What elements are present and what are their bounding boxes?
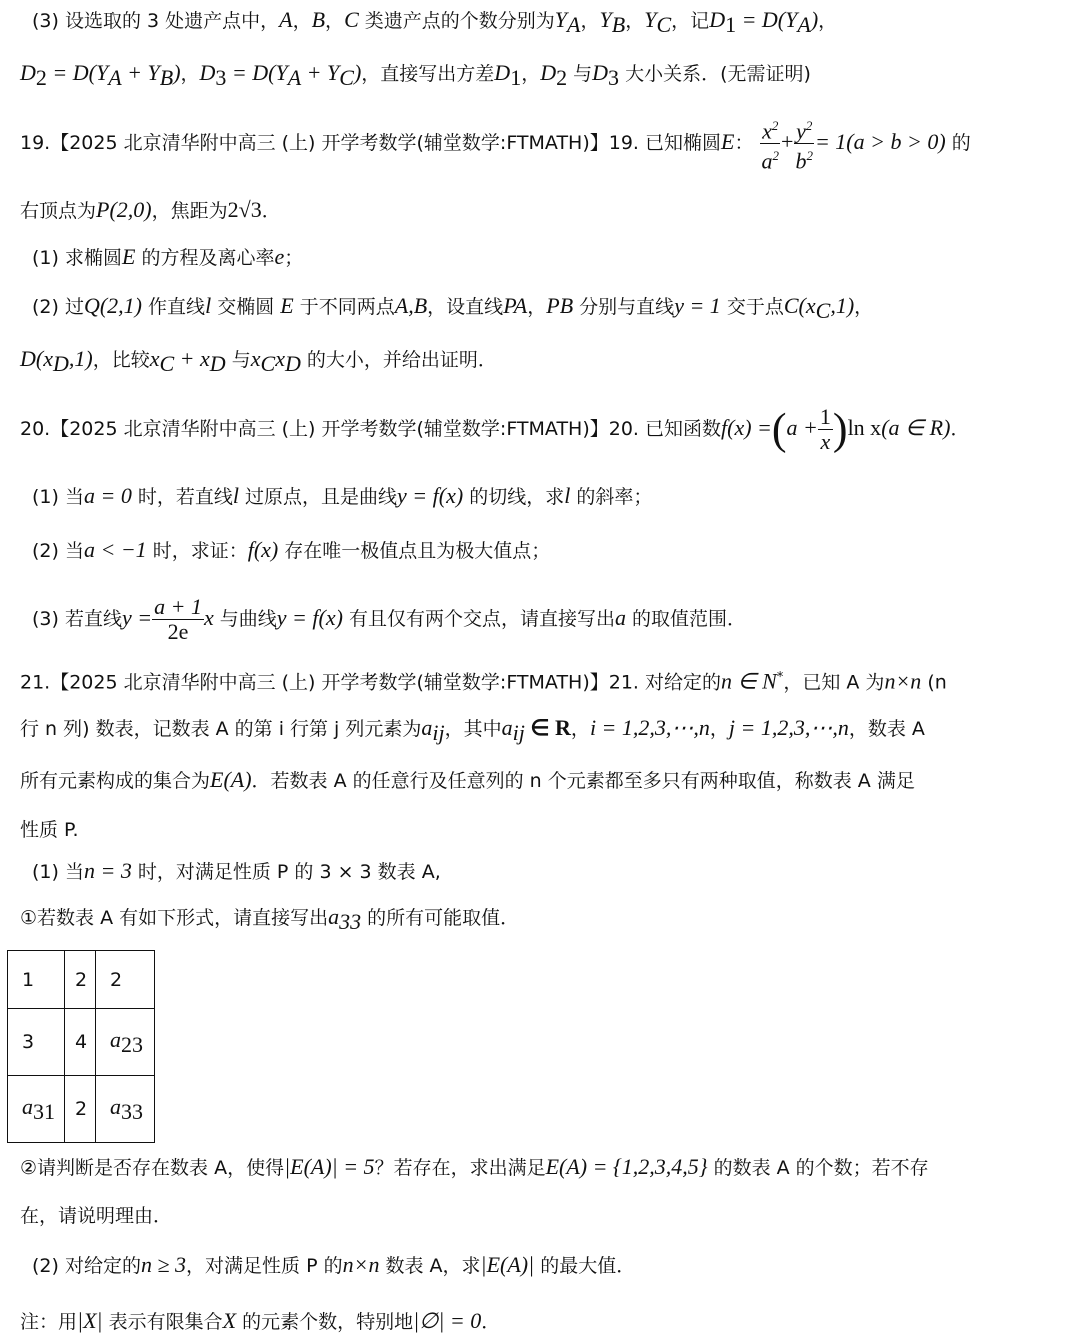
q20-part2: (2) 当a < −1 时，求证：f(x) 存在唯一极值点且为极大值点； xyxy=(32,537,551,562)
q19-frac-y: $\frac{y^2}{b^2}$ xyxy=(793,114,815,174)
table-cell: 2 xyxy=(65,951,96,1009)
table-row xyxy=(8,951,155,1009)
q19-frac-x: $\frac{x^2}{a^2}$ xyxy=(760,114,782,174)
q21-line2: 行 n 列) 数表，记数表 A 的第 i 行第 j 列元素为$a_{ij}$，其中$a_{ij}$ ∈ R，i = 1,2,3,⋯,n，j = 1,2,3,⋯,n，数表 A xyxy=(20,715,925,745)
q21-part1: (1) 当n = 3 时，对满足性质 P 的 3 × 3 数表 A, xyxy=(32,858,441,883)
q20-part3-frac: $\frac{a + 1}{2e}$ xyxy=(154,594,202,644)
q21-line3: 所有元素构成的集合为E(A)．若数表 A 的任意行及任意列的 n 个元素都至多只有两种取值，称数表 A 满足 xyxy=(20,767,915,792)
q21-part1-c2-line2: 在，请说明理由． xyxy=(20,1205,173,1227)
table-cell: 1 xyxy=(8,951,65,1009)
table-row xyxy=(8,1076,155,1143)
table-row xyxy=(8,1009,155,1076)
table-cell-a31: $a_{31}$ xyxy=(8,1076,65,1143)
number-table xyxy=(7,950,155,1143)
table-cell: 3 xyxy=(8,1009,65,1076)
table-cell: 2 xyxy=(96,951,155,1009)
q21-line4: 性质 P. xyxy=(20,819,79,841)
q19-header: 19.【2025 北京清华附中高三 (上) 开学考数学(辅堂数学:FTMATH)】19. 已知椭圆E： $\frac{x^2}{a^2}$ + $\frac{y^2}{b^2}$ = 1(a > b > 0) 的 xyxy=(20,112,971,173)
q21-part1-c2: ②请判断是否存在数表 A，使得|E(A)| = 5？若存在，求出满足E(A) = {1,2,3,4,5} 的数表 A 的个数；若不存 xyxy=(20,1154,929,1179)
table-cell: 2 xyxy=(65,1076,96,1143)
q21-header: 21.【2025 北京清华附中高三 (上) 开学考数学(辅堂数学:FTMATH)】21. 对给定的n ∈ N*，已知 A 为n×n (n xyxy=(20,668,947,694)
q20-part1: (1) 当a = 0 时，若直线l 过原点，且是曲线y = f(x) 的切线，求l 的斜率； xyxy=(32,483,653,508)
q21-part2: (2) 对给定的n ≥ 3，对满足性质 P 的n×n 数表 A，求|E(A)| 的最大值． xyxy=(32,1252,636,1277)
table-cell-a23: $a_{23}$ xyxy=(96,1009,155,1076)
q20-part3: (3) 若直线y = $\frac{a + 1}{2e}$ x 与曲线y = f(x) 有且仅有两个交点，请直接写出a 的取值范围． xyxy=(32,594,746,644)
q19-part2: (2) 过Q(2,1) 作直线l 交椭圆 E 于不同两点A,B，设直线PA，PB 分别与直线y = 1 交于点$C(x_C,1)$， xyxy=(32,293,874,323)
table-cell-a33: $a_{33}$ xyxy=(96,1076,155,1143)
q21-part1-c1: ①若数表 A 有如下形式，请直接写出$a_{33}$ 的所有可能取值． xyxy=(20,904,520,934)
q19-line2: 右顶点为P(2,0)，焦距为2√3． xyxy=(20,197,281,222)
q21-note: 注：用|X| 表示有限集合X 的元素个数，特别地|∅| = 0． xyxy=(20,1308,501,1333)
q20-header: 20.【2025 北京清华附中高三 (上) 开学考数学(辅堂数学:FTMATH)】20. 已知函数f(x) =(a + $\frac{1}{x}$ )ln x(a ∈ R)． xyxy=(20,404,970,454)
table-cell: 4 xyxy=(65,1009,96,1076)
q18-part3-line1: (3) 设选取的 3 处遗产点中，A，B，C 类遗产点的个数分别为$Y_A$，$Y_B$，$Y_C$，记$D_1 = D(Y_A)$， xyxy=(32,7,838,37)
q20-frac: $\frac{1}{x}$ xyxy=(819,404,831,454)
q18-part3-line2: $D_2 = D(Y_A + Y_B)$，$D_3 = D(Y_A + Y_C)$，直接写出方差$D_1$，$D_2$ 与$D_3$ 大小关系．(无需证明) xyxy=(20,60,811,90)
q19-part1: (1) 求椭圆E 的方程及离心率e； xyxy=(32,244,304,269)
q19-part2-line2: $D(x_D,1)$，比较$x_C + x_D$ 与$x_Cx_D$ 的大小，并给出证明． xyxy=(20,346,497,376)
